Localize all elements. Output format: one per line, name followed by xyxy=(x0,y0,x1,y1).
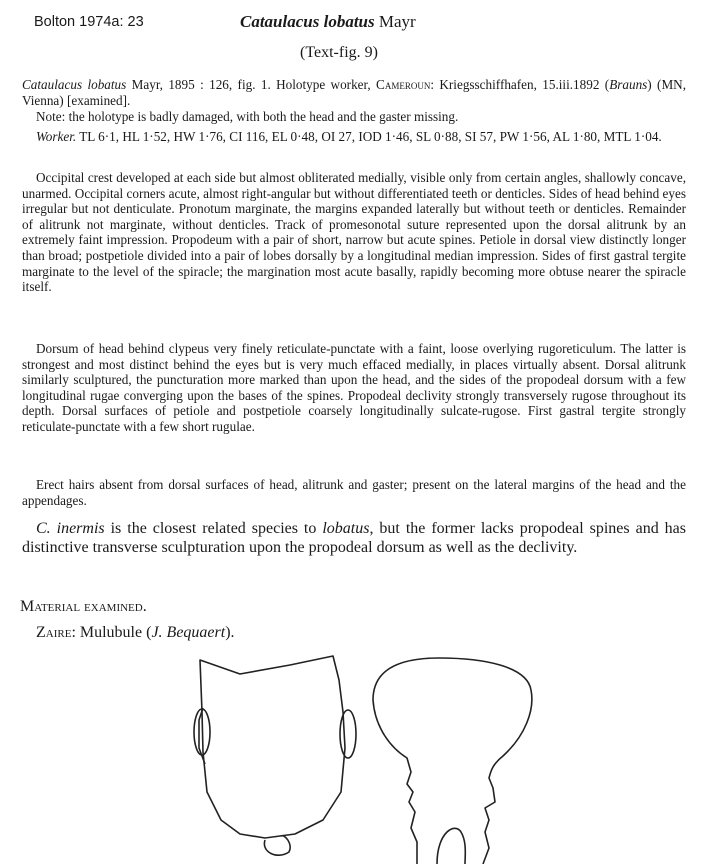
synonymy-depository: ) (MN, Vienna) [examined]. xyxy=(22,77,686,108)
material-end: ). xyxy=(225,624,235,641)
compared-species: C. inermis xyxy=(36,520,105,537)
material-country: Zaire xyxy=(36,624,72,641)
right-eye xyxy=(340,710,356,758)
synonymy-paragraph xyxy=(22,77,686,108)
species-author: Mayr xyxy=(378,12,416,31)
caste-label: Worker. xyxy=(36,129,77,144)
measurements-paragraph xyxy=(22,129,686,145)
head-outline xyxy=(199,656,345,855)
comparison-text-a: is the closest related species to xyxy=(104,520,323,537)
material-heading: Material examined. xyxy=(20,598,147,615)
synonymy-collector: Brauns xyxy=(609,77,648,92)
description-paragraph-3: Erect hairs absent from dorsal surfaces of head, alitrunk and gaster; present on the lateral margins of the head and the appendages. xyxy=(22,477,686,508)
page-title xyxy=(240,12,416,32)
text-figure-reference: (Text-fig. 9) xyxy=(300,44,378,61)
synonymy-locality: : Kriegsschiffhafen, 15.iii.1892 ( xyxy=(430,77,610,92)
material-locality: : Mulubule ( xyxy=(71,624,152,641)
synonymy-name: Cataulacus lobatus xyxy=(22,77,127,92)
synonymy-reference: Mayr, 1895 : 126, fig. 1. Holotype worker, xyxy=(126,77,377,92)
comparison-text-b: , but the former lacks propodeal spines and has distinctive transverse sculpturation upon the propodeal dorsum as well as the declivity. xyxy=(22,520,686,556)
measurements-text: TL 6·1, HL 1·52, HW 1·76, CI 116, EL 0·48, OI 27, IOD 1·46, SL 0·88, SI 57, PW 1·56, AL 1·80, MTL 1·04. xyxy=(76,129,662,144)
alitrunk-outline xyxy=(373,658,532,864)
material-collector: J. Bequaert xyxy=(151,624,226,641)
related-species: lobatus xyxy=(322,520,370,537)
description-paragraph-1: Occipital crest developed at each side but almost obliterated medially, visible only from certain angles, shallowly concave, unarmed. Occipital corners acute, almost right-angular but without differentiated teeth or denticles. Sides of head behind eyes irregular but not denticulate. Pronotum marginate, the margins expanded laterally but without teeth or denticles. Remainder of alitrunk not marginate, without denticles. Track of promesonotal suture represented upon the dorsal alitrunk by an extremely faint impression. Propodeum with a pair of short, narrow but acute spines. Petiole in dorsal view distinctly longer than broad; postpetiole divided into a pair of lobes dorsally by a longitudinal median impression. Sides of first gastral tergite marginate to the level of the spiracle; the margination most acute basally, rapidly becoming more obtuse nearer the spiracle itself. xyxy=(22,170,686,295)
holotype-note: Note: the holotype is badly damaged, with both the head and the gaster missing. xyxy=(36,109,459,124)
citation: Bolton 1974a: 23 xyxy=(34,14,144,30)
synonymy-country: Cameroun xyxy=(376,77,431,92)
material-record xyxy=(36,624,235,642)
comparison-paragraph xyxy=(22,519,686,557)
species-name: Cataulacus lobatus xyxy=(240,12,375,31)
text-figure-drawing xyxy=(185,652,545,864)
description-paragraph-2: Dorsum of head behind clypeus very finely reticulate-punctate with a faint, loose overlying rugoreticulum. The latter is strongest and most distinct behind the eyes but is very much effaced medially, in places virtually absent. Dorsal alitrunk similarly sculptured, the puncturation more marked than upon the head, and the sides of the propodeal dorsum with a few longitudinal rugae converging upon the bases of the spines. Propodeal declivity strongly transversely rugose throughout its depth. Dorsal surfaces of petiole and postpetiole coarsely longitudinally sulcate-rugose. First gastral tergite strongly reticulate-punctate with a few short rugulae. xyxy=(22,341,686,434)
